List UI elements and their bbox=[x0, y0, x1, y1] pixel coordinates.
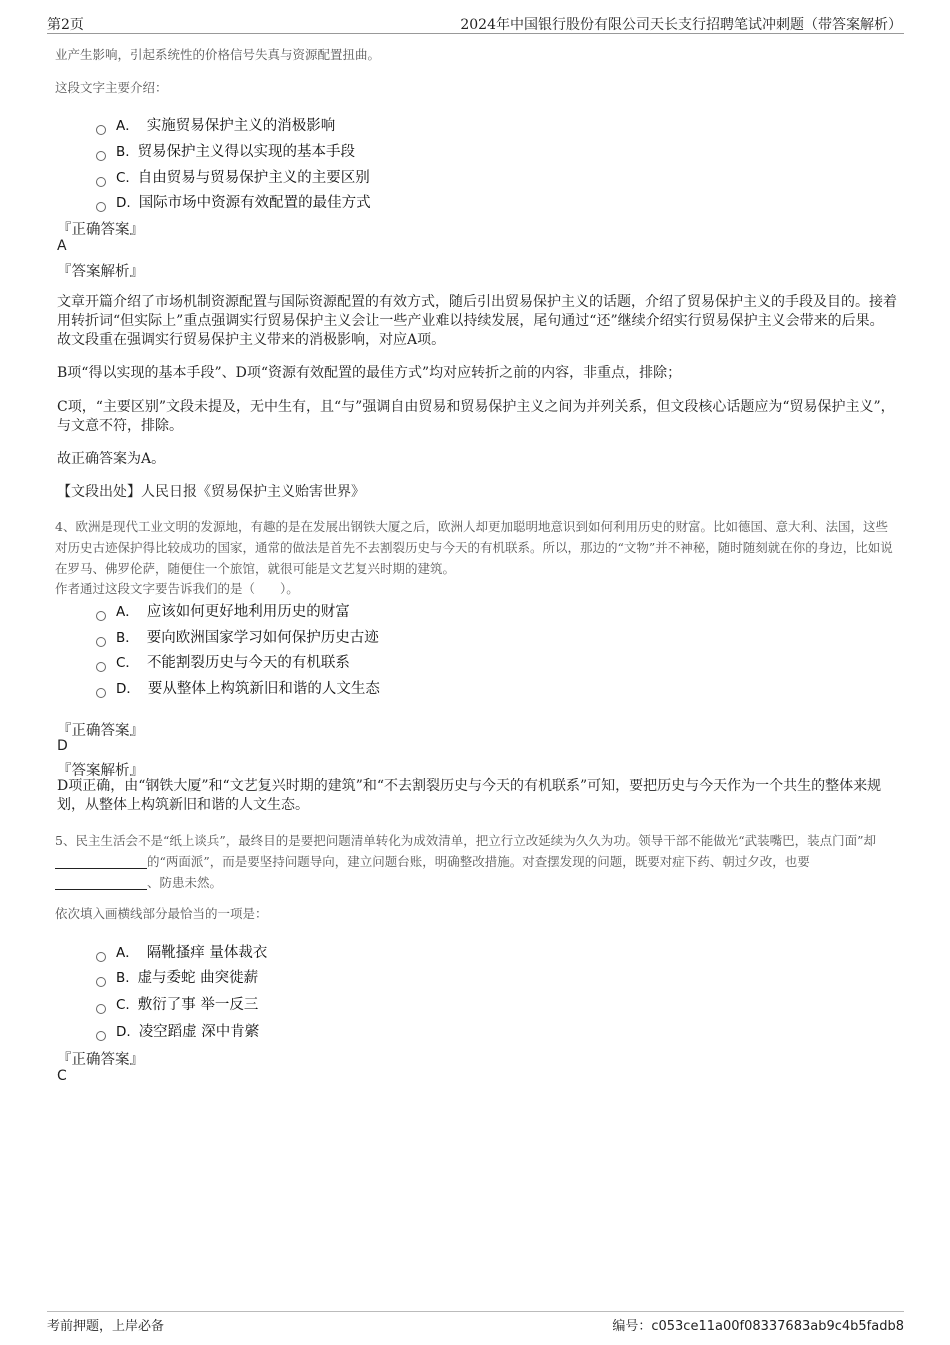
q4-option-a[interactable]: A． 应该如何更好地利用历史的财富 bbox=[96, 600, 350, 621]
q3-stem-tail: 业产生影响，引起系统性的价格信号失真与资源配置扭曲。 bbox=[55, 47, 381, 62]
q3-analysis-p2: B项“得以实现的基本手段”、D项“资源有效配置的最佳方式”均对应转折之前的内容，非重点，排除； bbox=[57, 365, 682, 381]
radio-icon[interactable] bbox=[96, 637, 106, 647]
q3-answer-label: 『正确答案』 bbox=[57, 222, 144, 238]
radio-icon[interactable] bbox=[96, 1031, 106, 1041]
radio-icon[interactable] bbox=[96, 952, 106, 962]
q3-option-b[interactable]: B. 贸易保护主义得以实现的基本手段 bbox=[96, 140, 355, 161]
q5-option-b[interactable]: B. 虚与委蛇 曲突徙薪 bbox=[96, 966, 258, 987]
radio-icon[interactable] bbox=[96, 688, 106, 698]
q5-answer-label: 『正确答案』 bbox=[57, 1052, 144, 1068]
page-number: 第2页 bbox=[47, 17, 84, 33]
q3-source: 【文段出处】人民日报《贸易保护主义贻害世界》 bbox=[57, 484, 365, 500]
radio-icon[interactable] bbox=[96, 611, 106, 621]
q4-option-d[interactable]: D． 要从整体上构筑新旧和谐的人文生态 bbox=[96, 677, 380, 698]
q4-stem: 4、欧洲是现代工业文明的发源地，有趣的是在发展出钢铁大厦之后，欧洲人却更加聪明地意识到如何利用历史的财富。比如德国、意大利、法国，这些对历史古迹保护得比较成功的国家，通常的做法是首先不去割裂历史与今天的有机联系。所以，那边的“文物”并不神秘，随时随刻就在你的身边，比如说在罗马、佛罗伦萨，随便住一个旅馆，就很可能是文艺复兴时期的建筑。 bbox=[55, 519, 893, 576]
q4-prompt: 作者通过这段文字要告诉我们的是（ ）。 bbox=[55, 581, 299, 596]
q3-analysis-p3: C项，“主要区别”文段未提及，无中生有，且“与”强调自由贸易和贸易保护主义之间为并列关系，但文段核心话题应为“贸易保护主义”，与文意不符，排除。 bbox=[57, 399, 895, 434]
radio-icon[interactable] bbox=[96, 177, 106, 187]
footer-divider bbox=[47, 1311, 904, 1312]
q4-answer: D bbox=[57, 738, 68, 754]
radio-icon[interactable] bbox=[96, 125, 106, 135]
header-divider bbox=[47, 33, 904, 34]
radio-icon[interactable] bbox=[96, 977, 106, 987]
q5-option-c[interactable]: C. 敷衍了事 举一反三 bbox=[96, 993, 258, 1014]
radio-icon[interactable] bbox=[96, 151, 106, 161]
q3-option-d[interactable]: D. 国际市场中资源有效配置的最佳方式 bbox=[96, 191, 371, 212]
q3-prompt: 这段文字主要介绍： bbox=[55, 80, 168, 95]
q5-option-a[interactable]: A． 隔靴搔痒 量体裁衣 bbox=[96, 941, 267, 962]
q5-option-d[interactable]: D. 凌空蹈虚 深中肯綮 bbox=[96, 1020, 259, 1041]
q3-analysis-p1: 文章开篇介绍了市场机制资源配置与国际资源配置的有效方式，随后引出贸易保护主义的话题，介绍了贸易保护主义的手段及目的。接着用转折词“但实际上”重点强调实行贸易保护主义会让一些产业难以持续发展，尾句通过“还”继续介绍实行贸易保护主义会带来的后果。故文段重在强调实行贸易保护主义带来的消极影响，对应A项。 bbox=[57, 294, 897, 348]
q4-option-c[interactable]: C． 不能割裂历史与今天的有机联系 bbox=[96, 651, 350, 672]
q5-prompt: 依次填入画横线部分最恰当的一项是： bbox=[55, 906, 268, 921]
document-title: 2024年中国银行股份有限公司天长支行招聘笔试冲刺题（带答案解析） bbox=[460, 17, 902, 33]
footer-slogan: 考前押题，上岸必备 bbox=[47, 1319, 165, 1334]
q5-answer: C bbox=[57, 1068, 67, 1084]
q3-option-a[interactable]: A． 实施贸易保护主义的消极影响 bbox=[96, 114, 335, 135]
fill-blank-2[interactable] bbox=[55, 875, 147, 890]
q3-answer: A bbox=[57, 238, 67, 254]
q3-analysis-p4: 故正确答案为A。 bbox=[57, 451, 166, 467]
q4-option-b[interactable]: B． 要向欧洲国家学习如何保护历史古迹 bbox=[96, 626, 379, 647]
radio-icon[interactable] bbox=[96, 202, 106, 212]
q3-option-c[interactable]: C. 自由贸易与贸易保护主义的主要区别 bbox=[96, 166, 370, 187]
q4-analysis-label: 『答案解析』 bbox=[57, 763, 144, 779]
footer-code: 编号：c053ce11a00f08337683ab9c4b5fadb8 bbox=[612, 1319, 904, 1334]
radio-icon[interactable] bbox=[96, 1004, 106, 1014]
q4-analysis: D项正确，由“钢铁大厦”和“文艺复兴时期的建筑”和“不去割裂历史与今天的有机联系”可知，要把历史与今天作为一个共生的整体来规划，从整体上构筑新旧和谐的人文生态。 bbox=[57, 778, 882, 813]
q4-answer-label: 『正确答案』 bbox=[57, 723, 144, 739]
q3-analysis-label: 『答案解析』 bbox=[57, 264, 144, 280]
fill-blank-1[interactable] bbox=[55, 854, 147, 869]
radio-icon[interactable] bbox=[96, 662, 106, 672]
q5-stem: 5、民主生活会不是“纸上谈兵”，最终目的是要把问题清单转化为成效清单，把立行立改延续为久久为功。领导干部不能做光“武装嘴巴，装点门面”却的“两面派”，而是要坚持问题导向，建立问题台账，明确整改措施。对查摆发现的问题，既要对症下药、朝过夕改，也要、防患未然。 bbox=[55, 833, 877, 890]
